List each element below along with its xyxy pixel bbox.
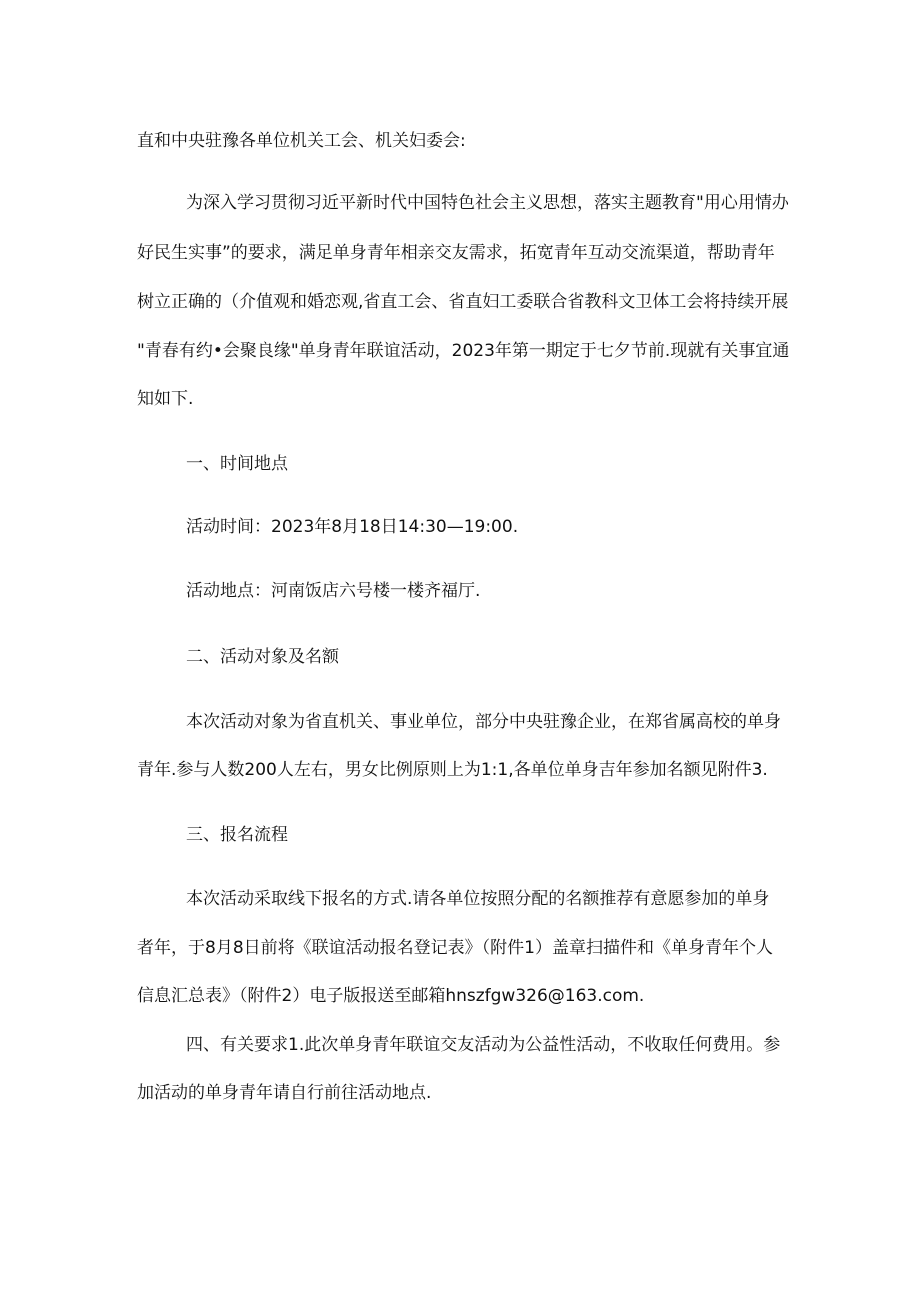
section-1-heading: 一、时间地点 (186, 454, 288, 474)
section-2-heading: 二、活动对象及名额 (186, 647, 339, 667)
section-4-line-1: 四、有关要求1.此次单身青年联谊交友活动为公益性活动，不收取任何费用。参 (186, 1035, 781, 1055)
activity-time: 活动时间：2023年8月18日14:30—19:00. (186, 517, 519, 537)
intro-line-4: "青春有约•会聚良缘"单身青年联谊活动，2023年第一期定于七夕节前.现就有关事宜通 (137, 341, 790, 361)
section-2-line-1: 本次活动对象为省直机关、事业单位，部分中央驻豫企业，在郑省属高校的单身 (186, 712, 781, 732)
section-3-line-2: 者年，于8月8日前将《联谊活动报名登记表》（附件1）盖章扫描件和《单身青年个人 (137, 938, 773, 958)
section-4-line-2: 加活动的单身青年请自行前往活动地点. (137, 1083, 432, 1103)
salutation: 直和中央驻豫各单位机关工会、机关妇委会: (137, 131, 466, 151)
section-3-heading: 三、报名流程 (186, 825, 288, 845)
section-2-line-2: 青年.参与人数200人左右，男女比例原则上为1:1,各单位单身吉年参加名额见附件3. (137, 760, 768, 780)
section-3-line-3: 信息汇总表》（附件2）电子版报送至邮箱hnszfgw326@163.com. (137, 986, 645, 1006)
activity-place: 活动地点：河南饭店六号楼一楼齐福厅. (186, 581, 481, 601)
intro-line-1: 为深入学习贯彻习近平新时代中国特色社会主义思想，落实主题教育"用心用情办 (186, 193, 789, 213)
intro-line-2: 好民生实事”的要求，满足单身青年相亲交友需求，拓宽青年互动交流渠道，帮助青年 (137, 243, 775, 263)
section-3-line-1: 本次活动采取线下报名的方式.请各单位按照分配的名额推荐有意愿参加的单身 (186, 889, 770, 909)
intro-line-5: 知如下. (137, 389, 194, 409)
intro-line-3: 树立正确的（介值观和婚恋观,省直工会、省直妇工委联合省教科文卫体工会将持续开展 (137, 292, 789, 312)
